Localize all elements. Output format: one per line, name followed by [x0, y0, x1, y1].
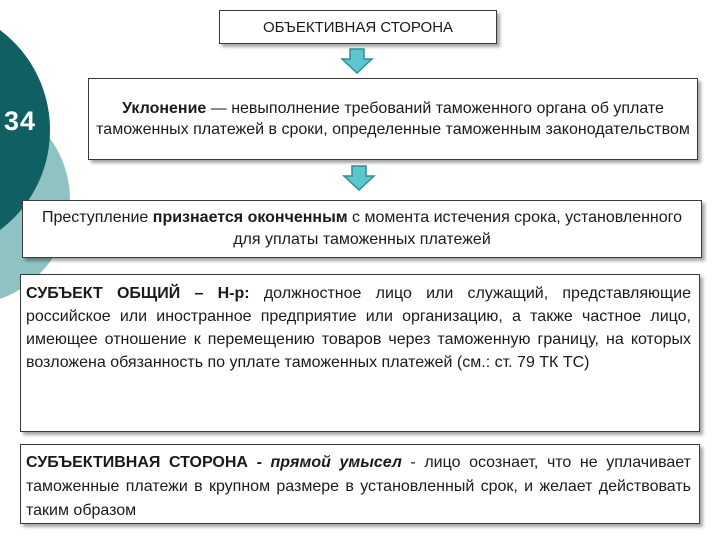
subjective-side-box	[20, 444, 700, 524]
subjective-intent: прямой умысел	[261, 454, 402, 471]
subject-text: должностное лицо или служащий, представляющие российское или иностранное предприятие или организацию, а также частное лицо, имеющее отношение к перемещению товаров через таможенную границу, на которых возложена обязанность по уплате таможенных платежей (см.: ст. 79 ТК ТС)	[26, 285, 691, 371]
crime-part1: Преступление	[41, 209, 153, 226]
evasion-term: Уклонение	[122, 100, 207, 117]
crime-emphasis: признается оконченным	[152, 209, 348, 226]
crime-text	[29, 207, 695, 251]
evasion-definition: — невыполнение требований таможенного органа об уплате таможенных платежей в сроки, определенные таможенным законодательством	[96, 100, 690, 138]
evasion-text	[95, 98, 691, 140]
title-box	[219, 10, 497, 44]
evasion-definition-box	[88, 78, 698, 160]
crime-completion-box	[22, 200, 702, 258]
subject-box	[20, 274, 700, 432]
crime-part2: с момента истечения срока, установленного для уплаты таможенных платежей	[233, 209, 683, 248]
arrow-down-icon	[340, 48, 374, 74]
subjective-text: - лицо осознает, что не уплачивает таможенные платежи в крупном размере в установленный срок, и желает действовать таким образом	[26, 454, 691, 519]
slide-number: 34	[4, 106, 37, 136]
subject-heading: СУБЪЕКТ ОБЩИЙ – Н-р:	[26, 285, 250, 302]
subjective-heading: СУБЪЕКТИВНАЯ СТОРОНА -	[26, 454, 262, 471]
slide-title: ОБЪЕКТИВНАЯ СТОРОНА	[262, 18, 454, 36]
arrow-down-icon	[342, 165, 376, 191]
